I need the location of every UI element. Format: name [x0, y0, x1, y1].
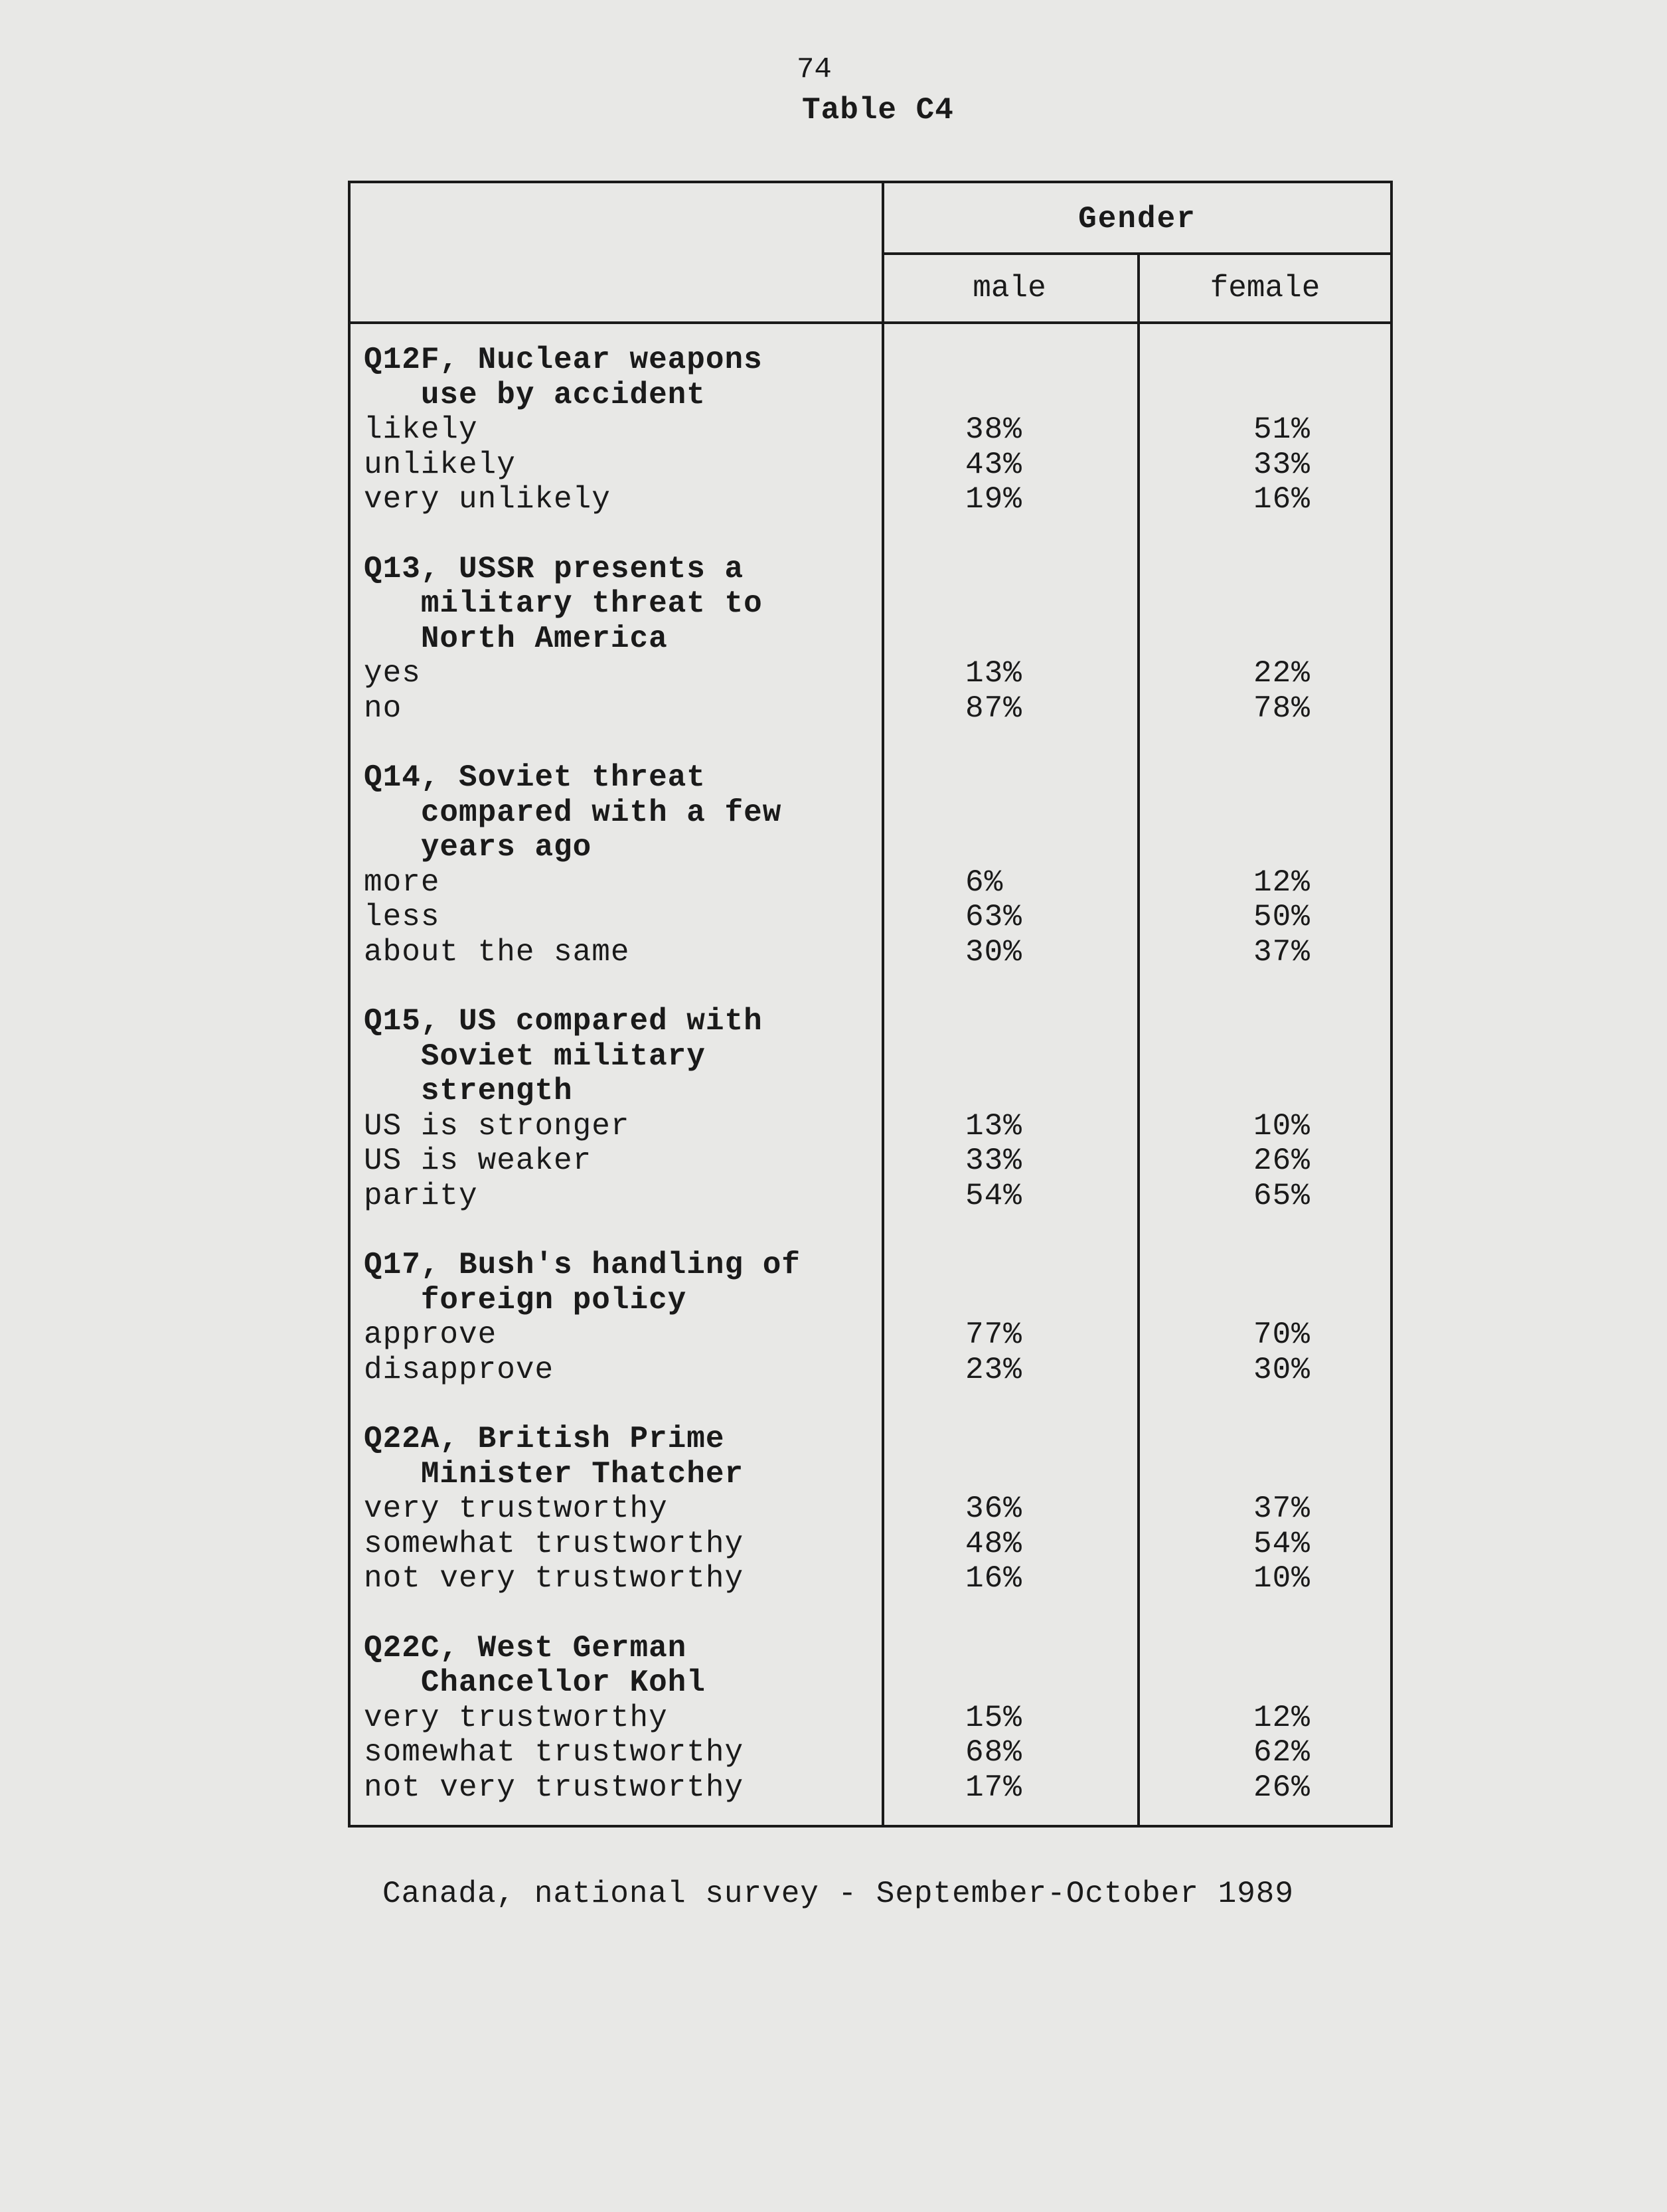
- table-row: [364, 1353, 1386, 1388]
- table-row: [364, 1179, 1386, 1214]
- question-label: Q17, Bush's handling of foreign policy: [364, 1248, 801, 1318]
- table-row: [364, 1735, 1386, 1770]
- table-row: [364, 865, 1386, 900]
- question-label: Q22C, West German Chancellor Kohl: [364, 1630, 706, 1700]
- question-label: Q22A, British Prime Minister Thatcher: [364, 1422, 744, 1491]
- table-row: [364, 1701, 1386, 1736]
- response-label: no: [364, 691, 402, 726]
- response-label: very unlikely: [364, 482, 611, 517]
- female-value: 30%: [1253, 1352, 1310, 1387]
- table-row: [364, 1318, 1386, 1353]
- question-label: Q13, USSR presents a military threat to North America: [364, 551, 763, 656]
- table-row: [364, 1109, 1386, 1144]
- question-label: Q12F, Nuclear weapons use by accident: [364, 343, 763, 412]
- gender-header: Gender: [1078, 202, 1196, 236]
- table-row: [364, 1770, 1386, 1806]
- table-row: [364, 1527, 1386, 1562]
- table-row: [364, 482, 1386, 517]
- male-value: 30%: [965, 934, 1022, 970]
- female-value: 10%: [1253, 1561, 1310, 1596]
- response-label: parity: [364, 1178, 478, 1213]
- response-label: very trustworthy: [364, 1700, 668, 1735]
- female-value: 12%: [1253, 865, 1310, 900]
- female-value: 54%: [1253, 1526, 1310, 1561]
- female-value: 51%: [1253, 412, 1310, 447]
- female-value: 26%: [1253, 1144, 1310, 1178]
- table-row: [364, 412, 1386, 448]
- response-label: US is stronger: [364, 1108, 630, 1144]
- male-value: 77%: [965, 1318, 1022, 1352]
- response-label: very trustworthy: [364, 1491, 668, 1526]
- table-title: Table C4: [802, 93, 954, 128]
- results-table: [348, 181, 1393, 1828]
- response-label: about the same: [364, 934, 630, 970]
- male-value: 15%: [965, 1700, 1022, 1735]
- table-row: [364, 448, 1386, 483]
- response-label: more: [364, 865, 440, 900]
- response-label: approve: [364, 1318, 497, 1352]
- female-value: 50%: [1253, 900, 1310, 934]
- table-row: [364, 1561, 1386, 1596]
- question-label: Q15, US compared with Soviet military strength: [364, 1004, 763, 1108]
- table-body: [364, 343, 1386, 1805]
- female-column-header: female: [1210, 271, 1320, 305]
- male-value: 54%: [965, 1178, 1022, 1213]
- female-value: 26%: [1253, 1770, 1310, 1805]
- male-value: 68%: [965, 1735, 1022, 1770]
- female-value: 65%: [1253, 1178, 1310, 1213]
- female-value: 12%: [1253, 1700, 1310, 1735]
- response-label: yes: [364, 656, 421, 691]
- male-value: 23%: [965, 1352, 1022, 1387]
- male-value: 43%: [965, 447, 1022, 482]
- response-label: US is weaker: [364, 1144, 592, 1178]
- table-row: [364, 1491, 1386, 1527]
- female-value: 33%: [1253, 447, 1310, 482]
- female-value: 37%: [1253, 1491, 1310, 1526]
- response-label: somewhat trustworthy: [364, 1735, 744, 1770]
- female-value: 78%: [1253, 691, 1310, 726]
- response-label: less: [364, 900, 440, 934]
- survey-footnote: Canada, national survey - September-October 1989: [382, 1877, 1295, 1911]
- male-value: 13%: [965, 1108, 1022, 1144]
- table-row: [364, 1144, 1386, 1179]
- response-label: somewhat trustworthy: [364, 1526, 744, 1561]
- male-value: 36%: [965, 1491, 1022, 1526]
- response-label: not very trustworthy: [364, 1770, 744, 1805]
- male-value: 48%: [965, 1526, 1022, 1561]
- male-value: 13%: [965, 656, 1022, 691]
- table-row: [364, 935, 1386, 970]
- response-label: likely: [364, 412, 478, 447]
- male-value: 63%: [965, 900, 1022, 934]
- header-bottom-divider: [351, 321, 1393, 324]
- female-value: 62%: [1253, 1735, 1310, 1770]
- female-value: 22%: [1253, 656, 1310, 691]
- female-value: 10%: [1253, 1108, 1310, 1144]
- male-value: 87%: [965, 691, 1022, 726]
- gender-header-divider: [882, 252, 1393, 255]
- male-value: 38%: [965, 412, 1022, 447]
- male-column-header: male: [973, 271, 1046, 305]
- male-value: 17%: [965, 1770, 1022, 1805]
- male-value: 19%: [965, 482, 1022, 517]
- response-label: unlikely: [364, 447, 516, 482]
- male-value: 6%: [965, 865, 1004, 900]
- page-number: 74: [797, 53, 832, 86]
- table-row: [364, 900, 1386, 935]
- table-row: [364, 656, 1386, 691]
- male-value: 33%: [965, 1144, 1022, 1178]
- response-label: disapprove: [364, 1352, 554, 1387]
- female-value: 70%: [1253, 1318, 1310, 1352]
- male-value: 16%: [965, 1561, 1022, 1596]
- female-value: 16%: [1253, 482, 1310, 517]
- question-label: Q14, Soviet threat compared with a few years ago: [364, 760, 782, 865]
- table-row: [364, 691, 1386, 726]
- response-label: not very trustworthy: [364, 1561, 744, 1596]
- female-value: 37%: [1253, 934, 1310, 970]
